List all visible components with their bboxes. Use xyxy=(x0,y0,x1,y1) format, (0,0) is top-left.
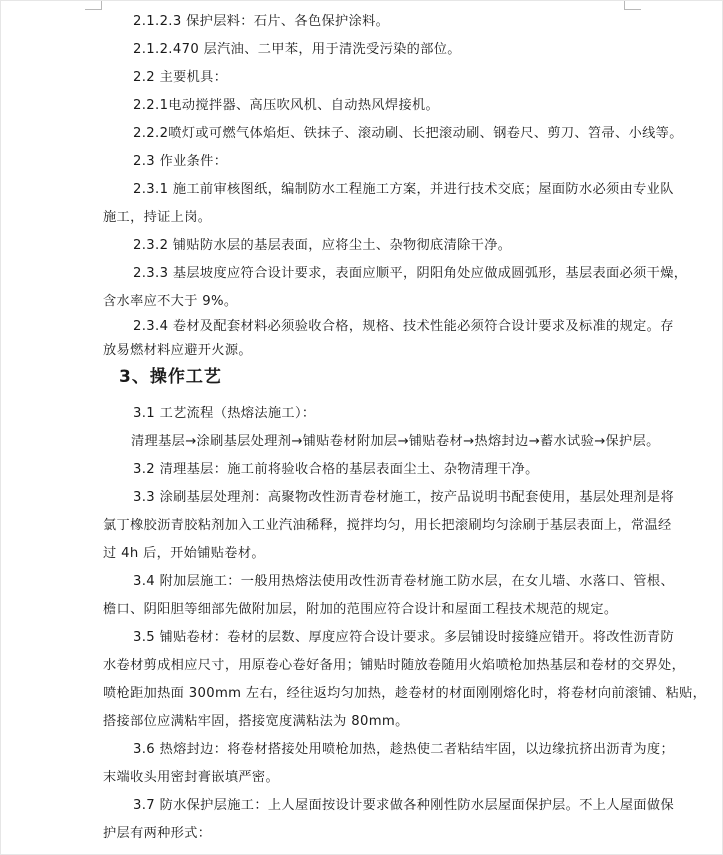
paragraph-line: 檐口、阴阳胆等细部先做附加层，附加的范围应符合设计和屋面工程技术规范的规定。 xyxy=(103,602,618,617)
paragraph-line: 2.2.2喷灯或可燃气体焰炬、铁抹子、滚动刷、长把滚动刷、钢卷尺、剪刀、笤帚、小线等。 xyxy=(133,126,683,141)
paragraph-line: 2.3.3 基层坡度应符合设计要求，表面应顺平，阴阳角处应做成圆弧形，基层表面必须干燥， xyxy=(133,266,688,281)
paragraph-line: 2.3.4 卷材及配套材料必须验收合格，规格、技术性能必须符合设计要求及标准的规定。存 xyxy=(133,319,674,334)
paragraph-line: 3.6 热熔封边：将卷材搭接处用喷枪加热，趁热使二者粘结牢固，以边缘抗挤出沥青为度； xyxy=(133,742,674,757)
paragraph-line: 末端收头用密封膏嵌填严密。 xyxy=(103,770,279,785)
paragraph-line: 2.3.2 铺贴防水层的基层表面，应将尘土、杂物彻底清除干净。 xyxy=(133,238,512,253)
paragraph-line: 3.2 清理基层：施工前将验收合格的基层表面尘土、杂物清理干净。 xyxy=(133,462,539,477)
paragraph-line: 3.1 工艺流程（热熔法施工）： xyxy=(133,406,316,421)
paragraph-line: 放易燃材料应避开火源。 xyxy=(103,343,252,358)
section-heading: 3、操作工艺 xyxy=(119,367,222,387)
paragraph-line: 施工，持证上岗。 xyxy=(103,210,212,225)
paragraph-line: 搭接部位应满粘牢固，搭接宽度满粘法为 80mm。 xyxy=(103,714,409,729)
crop-mark xyxy=(85,9,101,10)
paragraph-line: 3.3 涂刷基层处理剂：高聚物改性沥青卷材施工，按产品说明书配套使用，基层处理剂是将 xyxy=(133,490,674,505)
crop-mark xyxy=(625,9,641,10)
crop-mark xyxy=(101,1,102,10)
crop-mark xyxy=(624,1,625,10)
paragraph-line: 含水率应不大于 9%。 xyxy=(103,294,238,309)
paragraph-line: 清理基层→涂刷基层处理剂→铺贴卷材附加层→铺贴卷材→热熔封边→蓄水试验→保护层。 xyxy=(131,434,660,449)
paragraph-line: 2.1.2.470 层汽油、二甲苯，用于清洗受污染的部位。 xyxy=(133,42,461,57)
paragraph-line: 喷枪距加热面 300mm 左右，经往返均匀加热，趁卷材的材面刚刚熔化时，将卷材向前滚铺、粘贴， xyxy=(103,686,707,701)
paragraph-line: 2.2 主要机具： xyxy=(133,70,228,85)
paragraph-line: 3.4 附加层施工：一般用热熔法使用改性沥青卷材施工防水层，在女儿墙、水落口、管根、 xyxy=(133,574,674,589)
paragraph-line: 2.3 作业条件： xyxy=(133,154,228,169)
paragraph-line: 3.5 铺贴卷材：卷材的层数、厚度应符合设计要求。多层铺设时接缝应错开。将改性沥青防 xyxy=(133,630,674,645)
paragraph-line: 3.7 防水保护层施工：上人屋面按设计要求做各种刚性防水层屋面保护层。不上人屋面做保 xyxy=(133,798,674,813)
paragraph-line: 2.2.1电动搅拌器、高压吹风机、自动热风焊接机。 xyxy=(133,98,440,113)
paragraph-line: 2.1.2.3 保护层料：石片、各色保护涂料。 xyxy=(133,14,390,29)
paragraph-line: 氯丁橡胶沥青胶粘剂加入工业汽油稀释，搅拌均匀，用长把滚刷均匀涂刷于基层表面上，常温经 xyxy=(103,518,672,533)
paragraph-line: 护层有两种形式： xyxy=(103,826,212,841)
paragraph-line: 2.3.1 施工前审核图纸，编制防水工程施工方案，并进行技术交底；屋面防水必须由专业队 xyxy=(133,182,674,197)
paragraph-line: 水卷材剪成相应尺寸，用原卷心卷好备用；铺贴时随放卷随用火焰喷枪加热基层和卷材的交界处， xyxy=(103,658,686,673)
paragraph-line: 过 4h 后，开始铺贴卷材。 xyxy=(103,546,265,561)
